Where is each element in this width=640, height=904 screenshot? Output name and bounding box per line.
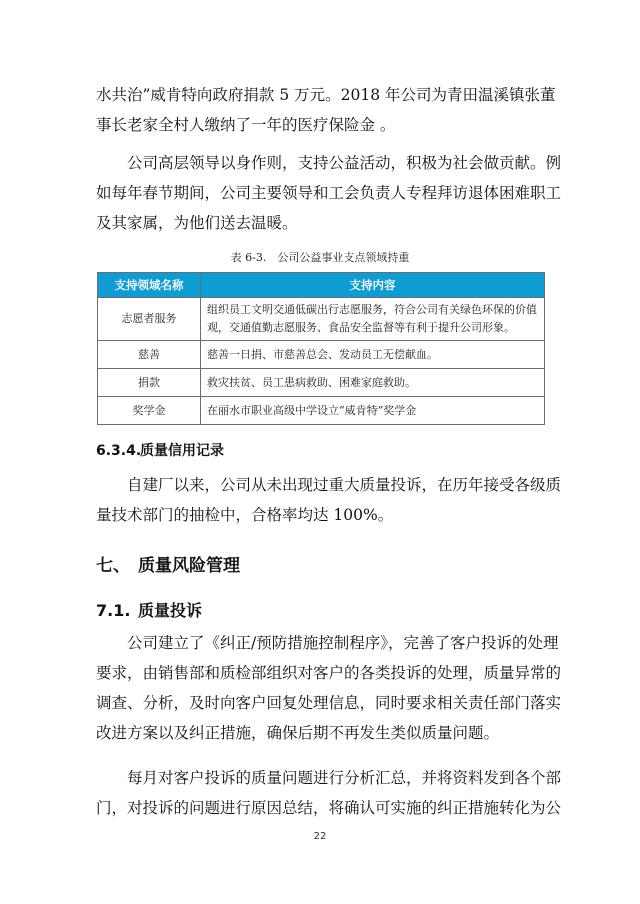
chapter-title: 质量风险管理 <box>138 556 240 576</box>
chapter-heading-7 <box>96 551 240 576</box>
paragraph-line: 每月对客户投诉的质量问题进行分析汇总，并将资料发到各个部 <box>127 769 562 787</box>
content-cell: 慈善一日捐、市慈善总会、发动员工无偿献血。 <box>201 341 545 369</box>
section-title: 质量投诉 <box>138 601 203 620</box>
table-header-row <box>98 273 545 298</box>
paragraph-line: 改进方案以及纠正措施，确保后期不再发生类似质量问题。 <box>96 724 500 742</box>
area-name-cell: 奖学金 <box>98 397 201 425</box>
table-row <box>98 369 545 397</box>
section-heading-6-3-4 <box>96 440 224 460</box>
paragraph-line: 调查、分析，及时向客户回复处理信息，同时要求相关责任部门落实 <box>96 694 562 712</box>
section-number: 6.3.4. <box>96 443 142 459</box>
table-row <box>98 397 545 425</box>
section-number: 7.1. <box>96 601 131 620</box>
paragraph-line: 公司高层领导以身作则，支持公益活动，积极为社会做贡献。例 <box>127 154 562 172</box>
table-caption: 表 6-3. 公司公益事业支点领域持重 <box>230 251 410 264</box>
content-cell: 救灾扶贫、员工患病救助、困难家庭救助。 <box>201 369 545 397</box>
column-header: 支持领域名称 <box>98 273 201 298</box>
section-heading-7-1 <box>96 598 202 621</box>
paragraph-line: 门，对投诉的问题进行原因总结，将确认可实施的纠正措施转化为公 <box>96 799 562 817</box>
paragraph-line: 量技术部门的抽检中，合格率均达 100%。 <box>96 506 394 524</box>
page-number: 22 <box>313 831 327 842</box>
leadership-paragraph <box>96 148 562 238</box>
paragraph-line: 自建厂以来，公司从未出现过重大质量投诉，在历年接受各级质 <box>127 476 562 494</box>
content-cell: 组织员工文明交通低碳出行志愿服务，符合公司有关绿色环保的价值观，交通值勤志愿服务、食品安全监督等有利于提升公司形象。 <box>201 298 545 341</box>
support-areas-table <box>97 272 545 425</box>
paragraph-line: 水共治”威肯特向政府捐款 5 万元。2018 年公司为青田温溪镇张董 <box>96 86 556 104</box>
paragraph-line: 如每年春节期间，公司主要领导和工会负责人专程拜访退体困难职工 <box>96 184 562 202</box>
paragraph-line: 公司建立了《纠正/预防措施控制程序》，完善了客户投诉的处理 <box>127 634 559 652</box>
section-title: 质量信用记录 <box>140 443 224 459</box>
monthly-paragraph <box>96 763 562 823</box>
column-header: 支持内容 <box>201 273 545 298</box>
table-row <box>98 298 545 341</box>
paragraph-line: 事长老家全村人缴纳了一年的医疗保险金 。 <box>96 116 396 134</box>
area-name-cell: 慈善 <box>98 341 201 369</box>
paragraph-line: 及其家属，为他们送去温暖。 <box>96 214 298 232</box>
content-cell: 在丽水市职业高级中学设立“威肯特”奖学金 <box>201 397 545 425</box>
area-name-cell: 捐款 <box>98 369 201 397</box>
chapter-number: 七、 <box>96 556 130 576</box>
table-row <box>98 341 545 369</box>
area-name-cell: 志愿者服务 <box>98 298 201 341</box>
intro-paragraph <box>96 80 556 140</box>
quality-paragraph <box>96 470 562 530</box>
paragraph-line: 要求，由销售部和质检部组织对客户的各类投诉的处理，质量异常的 <box>96 664 562 682</box>
complaint-paragraph <box>96 628 562 748</box>
